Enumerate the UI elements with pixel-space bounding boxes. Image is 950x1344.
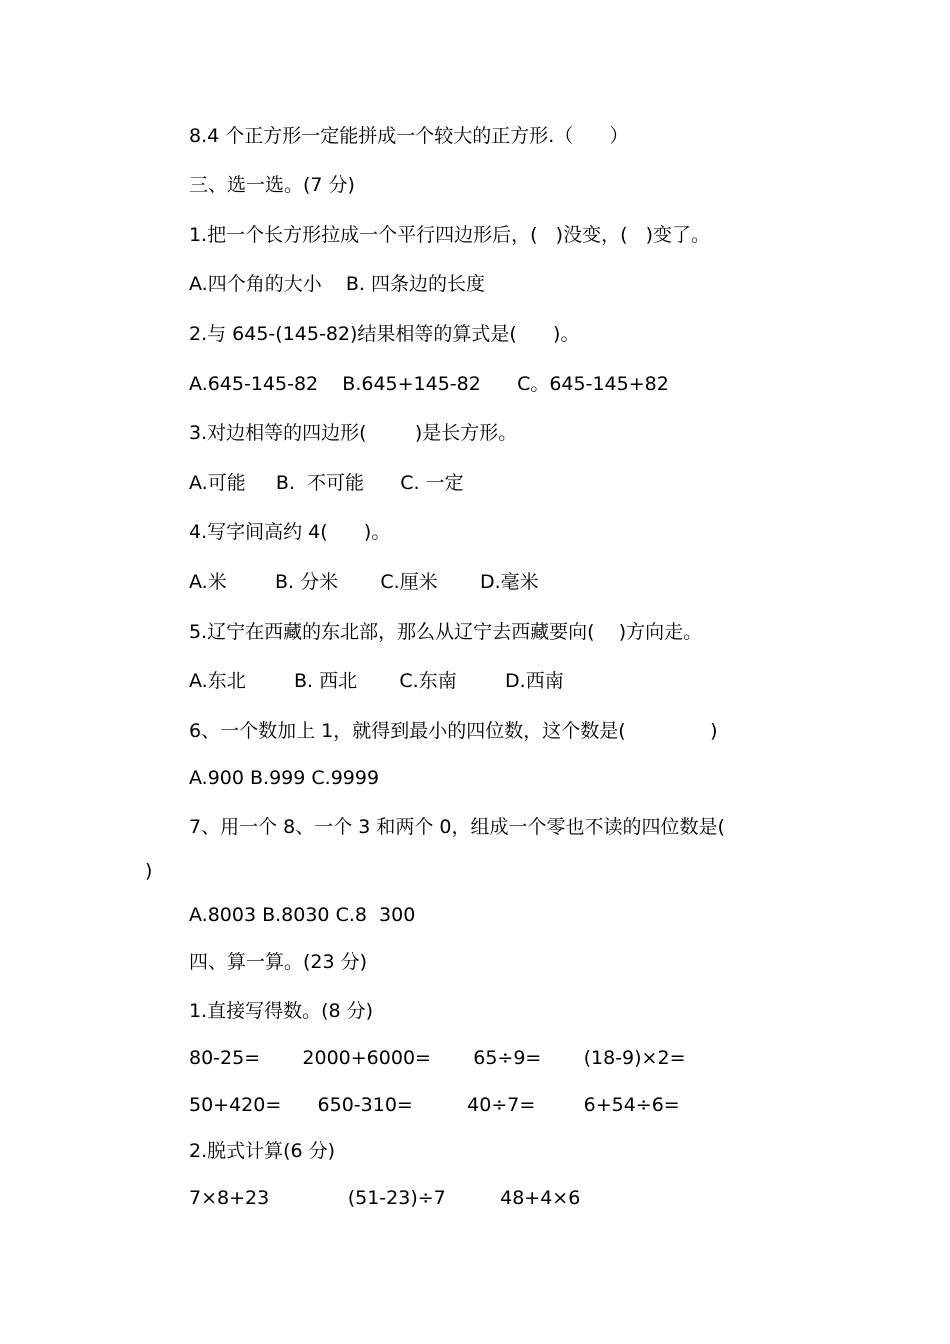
arithmetic-row-1: 80-25= 2000+6000= 65÷9= (18-9)×2= — [189, 1047, 686, 1069]
question-5: 5.辽宁在西藏的东北部，那么从辽宁去西藏要向( )方向走。 — [189, 621, 703, 643]
question-7-continuation: ) — [145, 860, 153, 882]
subsection-step-calculation: 2.脱式计算(6 分) — [189, 1140, 336, 1162]
question-2: 2.与 645-(145-82)结果相等的算式是( )。 — [189, 323, 580, 345]
question-4: 4.写字间高约 4( )。 — [189, 521, 391, 543]
subsection-direct-answers: 1.直接写得数。(8 分) — [189, 1000, 374, 1022]
question-6-options: A.900 B.999 C.9999 — [189, 767, 380, 789]
section-4-heading: 四、算一算。(23 分) — [189, 951, 368, 973]
question-1-options: A.四个角的大小 B. 四条边的长度 — [189, 273, 485, 295]
step-calculation-row: 7×8+23 (51-23)÷7 48+4×6 — [189, 1187, 581, 1209]
question-1: 1.把一个长方形拉成一个平行四边形后，( )没变，( )变了。 — [189, 224, 711, 246]
judge-item-8: 8.4 个正方形一定能拼成一个较大的正方形.（ ） — [189, 125, 629, 147]
question-3: 3.对边相等的四边形( )是长方形。 — [189, 422, 518, 444]
question-7-options: A.8003 B.8030 C.8 300 — [189, 904, 416, 926]
question-3-options: A.可能 B. 不可能 C. 一定 — [189, 472, 464, 494]
question-2-options: A.645-145-82 B.645+145-82 C。645-145+82 — [189, 373, 669, 395]
section-3-heading: 三、选一选。(7 分) — [189, 174, 355, 196]
question-4-options: A.米 B. 分米 C.厘米 D.毫米 — [189, 571, 539, 593]
question-5-options: A.东北 B. 西北 C.东南 D.西南 — [189, 670, 564, 692]
question-6: 6、一个数加上 1，就得到最小的四位数，这个数是( ) — [189, 720, 718, 742]
arithmetic-row-2: 50+420= 650-310= 40÷7= 6+54÷6= — [189, 1094, 680, 1116]
question-7: 7、用一个 8、一个 3 和两个 0，组成一个零也不读的四位数是( — [189, 816, 725, 838]
